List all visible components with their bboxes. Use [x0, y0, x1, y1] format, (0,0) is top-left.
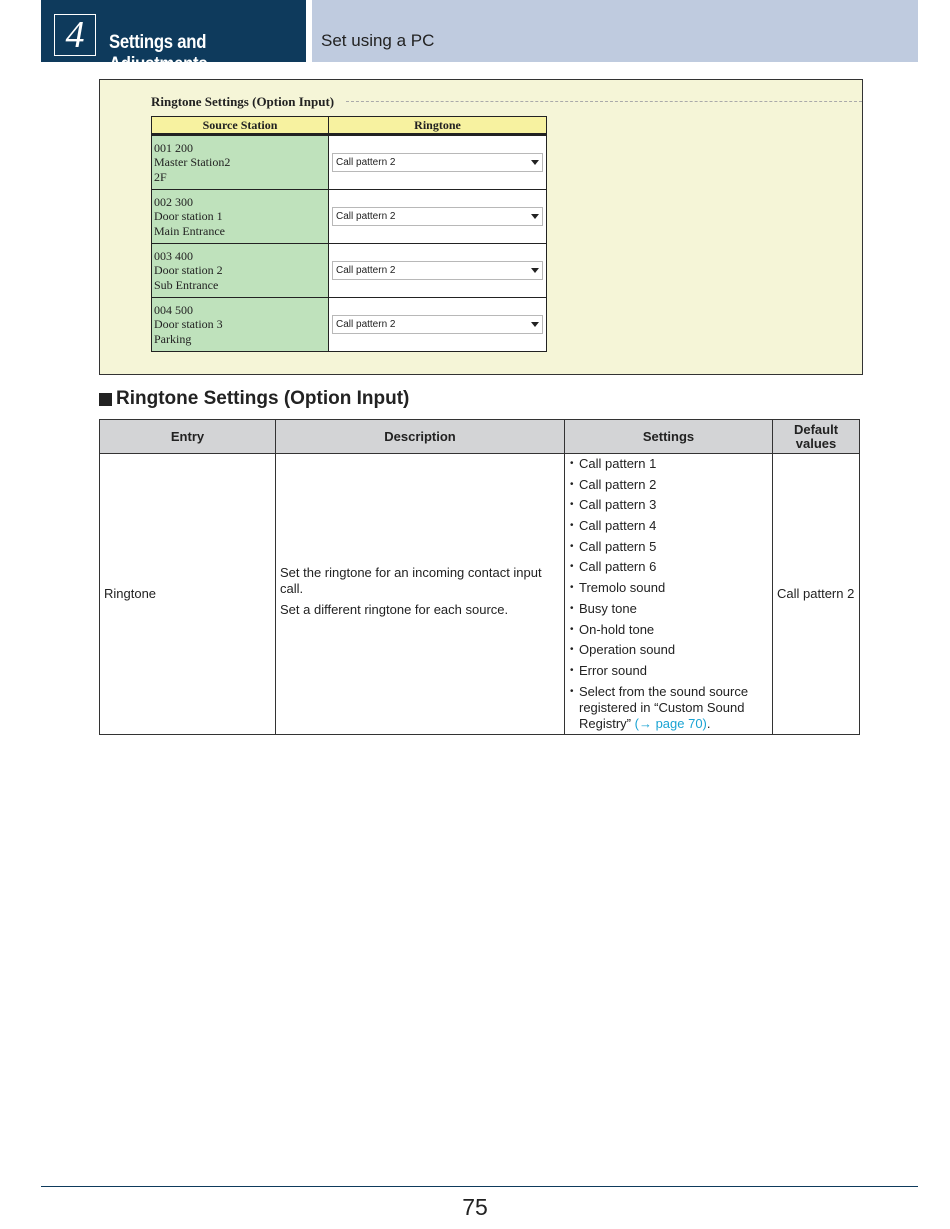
list-item-end: . [706, 715, 711, 731]
ringtone-select[interactable] [332, 261, 543, 280]
ringtone-cell [329, 298, 547, 352]
list-item: • Tremolo sound [569, 580, 768, 596]
screenshot-title: Ringtone Settings (Option Input) [151, 94, 335, 109]
station-name: Door station 1 [154, 209, 223, 224]
ringtone-table [151, 116, 547, 352]
station-number: 003 400 [154, 248, 193, 263]
ringtone-cell [329, 190, 547, 244]
page-reference-link[interactable]: (→ page 70) [634, 715, 707, 731]
ringtone-select[interactable] [332, 315, 543, 334]
selected-value: Call pattern 2 [336, 265, 396, 276]
list-item: • Operation sound [569, 642, 768, 658]
column-header-description: Description [276, 420, 565, 454]
station-number: 004 500 [154, 302, 193, 317]
entry-cell: Ringtone [100, 454, 276, 735]
list-item-text: Select from the sound source registered in “Custom Sound Registry” [579, 683, 749, 731]
table-row [152, 298, 547, 352]
ringtone-settings-screenshot [99, 79, 863, 375]
ringtone-cell [329, 135, 547, 190]
settings-table [99, 419, 860, 735]
list-item: • Call pattern 1 [569, 456, 768, 472]
source-station-cell [152, 298, 329, 352]
selected-value: Call pattern 2 [336, 211, 396, 222]
description-text: Set the ringtone for an incoming contact input call. [280, 564, 542, 596]
section-header [312, 0, 918, 62]
selected-value: Call pattern 2 [336, 157, 396, 168]
footer-divider [41, 1186, 918, 1187]
station-number: 001 200 [154, 140, 193, 155]
list-item: • On-hold tone [569, 622, 768, 638]
ringtone-select[interactable] [332, 153, 543, 172]
description-cell [276, 454, 565, 735]
station-location: Parking [154, 331, 192, 346]
chevron-down-icon [531, 268, 539, 273]
description-text: Set a different ringtone for each source. [280, 601, 509, 617]
header-subtitle: Set using a PC [321, 31, 435, 50]
chapter-number: 4 [54, 14, 96, 56]
column-header-entry: Entry [100, 420, 276, 454]
list-item: • Call pattern 3 [569, 497, 768, 513]
table-row [152, 135, 547, 190]
chevron-down-icon [531, 160, 539, 165]
list-item: • Call pattern 2 [569, 477, 768, 493]
list-item: • Error sound [569, 663, 768, 679]
selected-value: Call pattern 2 [336, 319, 396, 330]
column-header-source-station: Source Station [152, 117, 329, 135]
default-header-line: values [795, 435, 837, 451]
settings-cell [565, 454, 773, 735]
station-name: Door station 2 [154, 263, 223, 278]
table-row [152, 190, 547, 244]
source-station-cell [152, 190, 329, 244]
station-location: 2F [154, 169, 167, 184]
ringtone-cell [329, 244, 547, 298]
page-number: 75 [462, 1194, 488, 1220]
default-header-line: Default [793, 421, 839, 437]
source-station-cell [152, 135, 329, 190]
station-number: 002 300 [154, 194, 193, 209]
source-station-cell [152, 244, 329, 298]
list-item: • Call pattern 4 [569, 518, 768, 534]
dashed-divider [346, 101, 862, 102]
column-header-ringtone: Ringtone [329, 117, 547, 135]
station-name: Door station 3 [154, 317, 223, 332]
chevron-down-icon [531, 322, 539, 327]
station-name: Master Station2 [154, 155, 231, 170]
section-heading [99, 388, 409, 410]
section-title: Ringtone Settings (Option Input) [116, 388, 410, 409]
list-item [569, 684, 768, 732]
list-item: • Call pattern 5 [569, 539, 768, 555]
chapter-title: Settings and Adjustments [109, 32, 208, 75]
chapter-header [41, 0, 306, 75]
table-row [100, 454, 860, 735]
chevron-down-icon [531, 214, 539, 219]
settings-list [569, 454, 768, 734]
station-location: Sub Entrance [154, 277, 219, 292]
square-bullet-icon [99, 393, 112, 406]
list-item: • Call pattern 6 [569, 559, 768, 575]
table-row [152, 244, 547, 298]
ringtone-select[interactable] [332, 207, 543, 226]
default-value-cell: Call pattern 2 [773, 454, 860, 735]
list-item: • Busy tone [569, 601, 768, 617]
column-header-settings: Settings [565, 420, 773, 454]
station-location: Main Entrance [154, 223, 225, 238]
column-header-default-values [773, 420, 860, 454]
